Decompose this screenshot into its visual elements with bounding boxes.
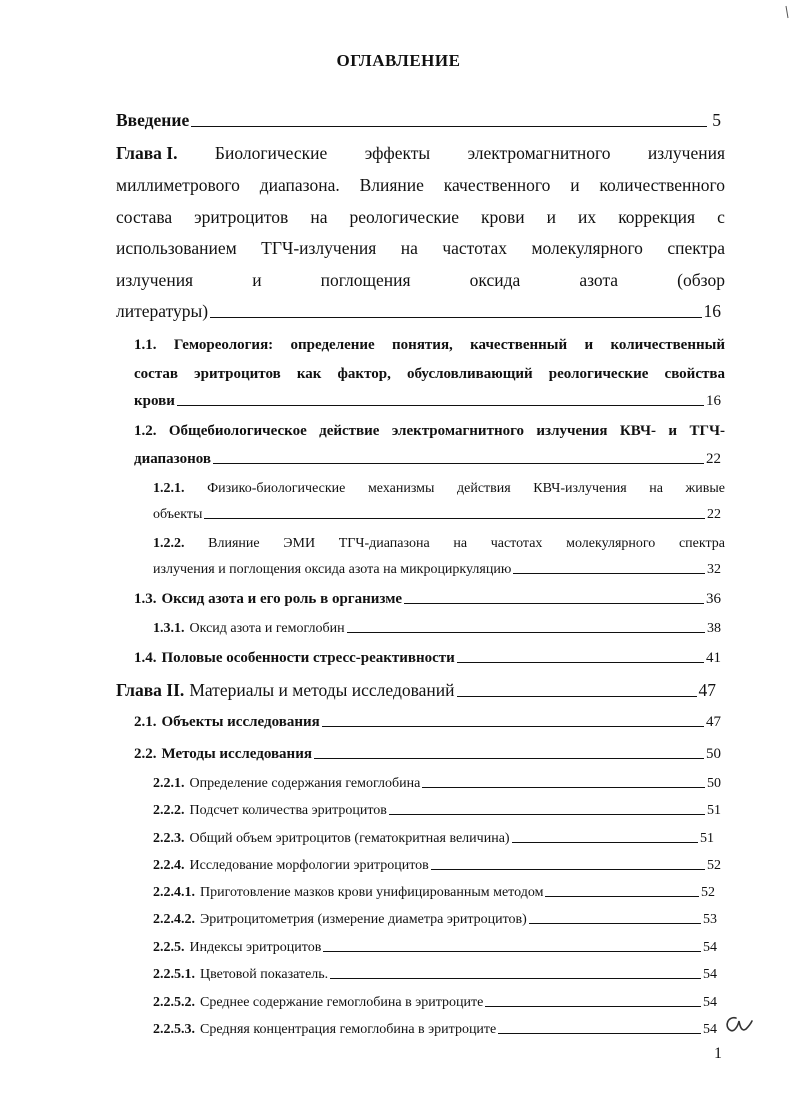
word: понятия, <box>392 337 453 353</box>
entry-label: Среднее содержание гемоглобина в эритроците <box>200 995 484 1010</box>
leader-line <box>322 725 704 727</box>
word: и <box>546 207 557 227</box>
word: частотах <box>442 238 507 258</box>
word: количественный <box>610 337 725 353</box>
leader-line <box>422 786 705 788</box>
word: использованием <box>116 238 237 258</box>
entry-label: Общий объем эритроцитов (гематокритная величина) <box>189 831 510 846</box>
word: на <box>310 207 328 227</box>
toc-entry-2-2-4 <box>153 858 721 874</box>
word: состав <box>134 366 178 382</box>
word: качественный <box>470 337 568 353</box>
word: механизмы <box>367 481 435 496</box>
chapter-1-line-1 <box>116 143 725 164</box>
leader-line <box>404 602 704 604</box>
section-number: 2.2.4.1. <box>153 885 195 900</box>
section-number: 2.1. <box>134 714 157 730</box>
section-1-2-line-1 <box>134 423 725 440</box>
section-number: 2.2.5. <box>153 940 185 955</box>
word: живые <box>685 481 725 496</box>
page-ref: 16 <box>706 393 721 409</box>
page-ref: 54 <box>703 940 717 955</box>
page-ref: 54 <box>703 1022 717 1037</box>
toc-entry-introduction <box>116 110 721 131</box>
toc-entry-1-3 <box>134 591 721 608</box>
word: электромагнитного <box>467 143 611 163</box>
section-number: 2.2.1. <box>153 776 185 791</box>
entry-label-end: крови <box>134 393 175 409</box>
section-number: 1.3.1. <box>153 621 185 636</box>
word: оксида <box>469 270 521 290</box>
word: качественного <box>443 175 551 195</box>
section-number: 1.3. <box>134 591 157 607</box>
word: состава <box>116 207 173 227</box>
leader-line <box>457 695 697 697</box>
leader-line <box>545 895 699 897</box>
word: излучения <box>647 143 725 163</box>
word: определение <box>290 337 375 353</box>
section-number: 1.1. <box>134 337 157 353</box>
word: действия <box>457 481 511 496</box>
word: эритроцитов <box>194 207 289 227</box>
section-number: 2.2.5.2. <box>153 995 195 1010</box>
toc-entry-chapter-2 <box>116 680 716 701</box>
toc-entry-2-2-5-3 <box>153 1022 717 1038</box>
entry-label: Подсчет количества эритроцитов <box>189 803 387 818</box>
page-ref: 22 <box>707 507 721 522</box>
toc-entry-2-2-4-2 <box>153 912 717 928</box>
word: и <box>584 337 594 353</box>
section-1-2-1-line-2 <box>153 507 721 523</box>
word: действие <box>319 423 380 439</box>
word: спектра <box>678 536 725 551</box>
word: на <box>649 481 663 496</box>
toc-entry-2-2-3 <box>153 831 714 847</box>
word: и <box>570 175 580 195</box>
page-ref: 51 <box>707 803 721 818</box>
entry-label: Приготовление мазков крови унифицированным методом <box>200 885 544 900</box>
section-1-1-line-3 <box>134 393 721 410</box>
page-ref: 16 <box>703 301 721 321</box>
word: обусловливающий <box>407 366 533 382</box>
word: (обзор <box>677 270 725 290</box>
word: на <box>400 238 418 258</box>
word: эффекты <box>364 143 431 163</box>
word: ТГЧ- <box>689 423 725 439</box>
page-ref: 50 <box>707 776 721 791</box>
word: количественного <box>599 175 725 195</box>
leader-line <box>457 661 704 663</box>
word: на <box>453 536 468 551</box>
entry-label-end: объекты <box>153 507 203 522</box>
page-ref: 52 <box>707 858 721 873</box>
word: эритроцитов <box>194 366 281 382</box>
word: коррекция <box>618 207 696 227</box>
toc-entry-2-2-5-1 <box>153 967 717 983</box>
word: молекулярного <box>531 238 643 258</box>
scan-artifact <box>784 4 790 22</box>
word: Биологические <box>214 143 328 163</box>
word: излучения <box>116 270 194 290</box>
word: молекулярного <box>566 536 656 551</box>
leader-line <box>213 462 704 464</box>
word: крови <box>481 207 525 227</box>
page-ref: 51 <box>700 831 714 846</box>
chapter-1-line-5 <box>116 270 725 291</box>
section-number: 1.2.2. <box>153 536 185 551</box>
page-ref: 41 <box>706 650 721 666</box>
toc-entry-2-2-2 <box>153 803 721 819</box>
word: с <box>717 207 725 227</box>
leader-line <box>389 813 705 815</box>
word: их <box>578 207 597 227</box>
word: Физико-биологические <box>207 481 346 496</box>
leader-line <box>431 868 705 870</box>
section-number: 2.2.4. <box>153 858 185 873</box>
word: Влияние <box>208 536 260 551</box>
word: диапазона. <box>259 175 340 195</box>
section-1-1-line-2 <box>134 366 725 383</box>
leader-line <box>323 950 701 952</box>
entry-label: Оксид азота и гемоглобин <box>189 621 345 636</box>
entry-label-end: диапазонов <box>134 451 211 467</box>
toc-title: ОГЛАВЛЕНИЕ <box>336 51 461 70</box>
toc-entry-2-2-5-2 <box>153 995 717 1011</box>
entry-label: Средняя концентрация гемоглобина в эритроците <box>200 1022 497 1037</box>
toc-entry-1-4 <box>134 650 721 667</box>
chapter-1-line-4 <box>116 238 725 259</box>
word: поглощения <box>320 270 411 290</box>
page-ref: 38 <box>707 621 721 636</box>
word: КВЧ- <box>619 423 657 439</box>
section-number: 2.2.5.1. <box>153 967 195 982</box>
word: как <box>296 366 322 382</box>
word: реологические <box>548 366 649 382</box>
page-ref: 36 <box>706 591 721 607</box>
leader-line <box>513 572 705 574</box>
word: спектра <box>667 238 725 258</box>
word: азота <box>579 270 619 290</box>
word: реологические <box>349 207 459 227</box>
entry-label: Определение содержания гемоглобина <box>189 776 421 791</box>
page-ref: 47 <box>698 680 716 700</box>
leader-line <box>498 1032 701 1034</box>
section-1-2-2-line-1 <box>153 536 725 552</box>
leader-line <box>177 404 704 406</box>
leader-line <box>204 517 705 519</box>
toc-entry-2-1 <box>134 714 721 731</box>
word: ТГЧ-излучения <box>261 238 377 258</box>
page-ref: 22 <box>706 451 721 467</box>
chapter-1-line-2 <box>116 175 725 196</box>
page-ref: 52 <box>701 885 715 900</box>
chapter-number: Глава I. <box>116 143 178 163</box>
section-1-2-line-2 <box>134 451 721 468</box>
section-number: 1.2.1. <box>153 481 185 496</box>
word: КВЧ-излучения <box>533 481 627 496</box>
toc-entry-1-3-1 <box>153 621 721 637</box>
toc-entry-2-2 <box>134 746 721 763</box>
toc-entry-2-2-1 <box>153 776 721 792</box>
section-1-2-2-line-2 <box>153 562 721 578</box>
chapter-1-line-6 <box>116 301 721 322</box>
word: и <box>252 270 262 290</box>
word: Гемореология: <box>173 337 274 353</box>
entry-label: Эритроцитометрия (измерение диаметра эритроцитов) <box>200 912 527 927</box>
entry-label: Половые особенности стресс-реактивности <box>161 650 455 666</box>
leader-line <box>347 631 705 633</box>
entry-label: Цветовой показатель. <box>200 967 329 982</box>
entry-label: Индексы эритроцитов <box>189 940 322 955</box>
word: Общебиологическое <box>168 423 307 439</box>
entry-label: Методы исследования <box>161 746 312 762</box>
page-ref: 53 <box>703 912 717 927</box>
word: и <box>668 423 678 439</box>
leader-line <box>210 316 701 318</box>
section-number: 2.2.5.3. <box>153 1022 195 1037</box>
section-1-2-1-line-1 <box>153 481 725 497</box>
page-ref: 32 <box>707 562 721 577</box>
word: свойства <box>664 366 725 382</box>
section-1-1-line-1 <box>134 337 725 354</box>
page-ref: 54 <box>703 995 717 1010</box>
section-number: 2.2. <box>134 746 157 762</box>
chapter-number: Глава II. <box>116 680 185 700</box>
toc-entry-2-2-4-1 <box>153 885 715 901</box>
leader-line <box>314 757 704 759</box>
toc-entry-2-2-5 <box>153 940 717 956</box>
entry-label: Оксид азота и его роль в организме <box>161 591 403 607</box>
chapter-1-line-3 <box>116 207 725 228</box>
leader-line <box>330 977 701 979</box>
word: электромагнитного <box>391 423 525 439</box>
word: ЭМИ <box>283 536 316 551</box>
entry-label: Введение <box>116 110 190 130</box>
word: миллиметрового <box>116 175 240 195</box>
section-number: 1.4. <box>134 650 157 666</box>
leader-line <box>191 125 707 127</box>
word: частотах <box>490 536 543 551</box>
section-number: 1.2. <box>134 423 157 439</box>
section-number: 2.2.3. <box>153 831 185 846</box>
page-ref: 5 <box>712 110 721 130</box>
handwritten-mark <box>722 1012 754 1038</box>
page-number: 1 <box>714 1045 722 1062</box>
entry-label: Материалы и методы исследований <box>189 680 455 700</box>
leader-line <box>512 841 698 843</box>
entry-label: Исследование морфологии эритроцитов <box>189 858 429 873</box>
word: Влияние <box>359 175 424 195</box>
page-ref: 54 <box>703 967 717 982</box>
entry-label-end: излучения и поглощения оксида азота на микроциркуляцию <box>153 562 512 577</box>
word: фактор, <box>337 366 391 382</box>
section-number: 2.2.4.2. <box>153 912 195 927</box>
page-ref: 47 <box>706 714 721 730</box>
word: ТГЧ-диапазона <box>338 536 430 551</box>
word: излучения <box>536 423 608 439</box>
section-number: 2.2.2. <box>153 803 185 818</box>
leader-line <box>529 922 701 924</box>
leader-line <box>485 1005 701 1007</box>
entry-label-end: литературы) <box>116 301 209 321</box>
entry-label: Объекты исследования <box>161 714 320 730</box>
page-ref: 50 <box>706 746 721 762</box>
